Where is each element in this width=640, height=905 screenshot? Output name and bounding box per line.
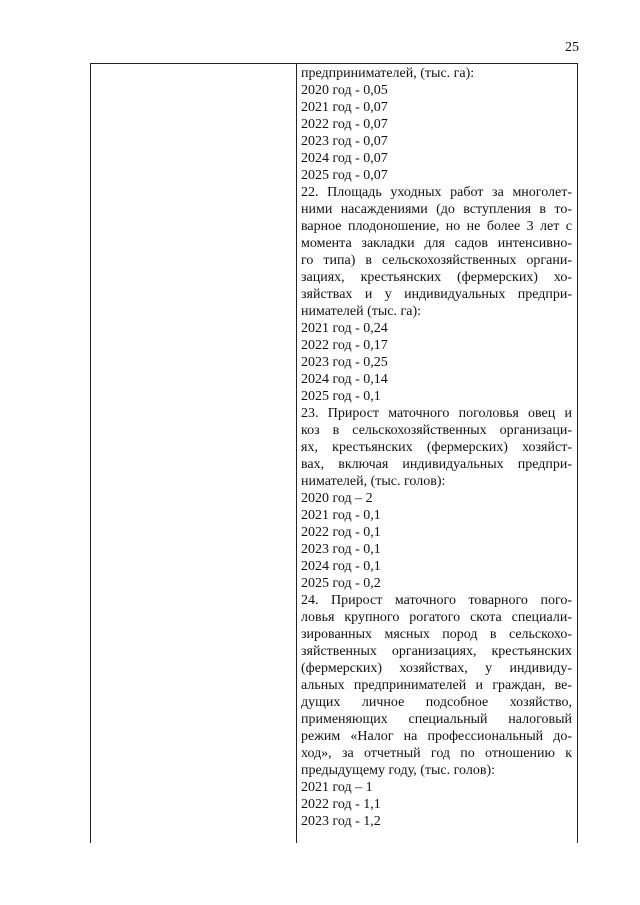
year-value-line: 2020 год - 0,05	[301, 83, 388, 98]
year-value-line: 2023 год - 0,1	[301, 542, 381, 557]
indicator-text-line: режим «Налог на профессиональный до-	[301, 729, 572, 744]
indicator-22-text	[301, 184, 572, 320]
indicator-text-line: предпринимателей, (тыс. га):	[301, 66, 475, 81]
indicator-text-line: ними насаждениями (до вступления в то-	[301, 202, 572, 217]
indicator-text-line: зяйствах и у индивидуальных предпри-	[301, 287, 572, 302]
indicator-text-line: вах, включая индивидуальных предпри-	[301, 457, 572, 472]
indicator-text-line: го типа) в сельскохозяйственных органи-	[301, 253, 572, 268]
year-value-line: 2025 год - 0,07	[301, 168, 388, 183]
indicator-text-line: 22. Площадь уходных работ за многолет-	[301, 185, 572, 200]
indicator-text-line: коз в сельскохозяйственных организаци-	[301, 423, 572, 438]
year-value-line: 2021 год - 0,07	[301, 100, 388, 115]
program-indicators-table	[90, 63, 578, 843]
indicator-text-line: дущих личное подсобное хозяйство,	[301, 695, 572, 710]
indicator-text-line: предыдущему году, (тыс. голов):	[301, 763, 495, 778]
year-value-line: 2023 год - 0,07	[301, 134, 388, 149]
indicator-text-line: нимателей, (тыс. голов):	[301, 474, 446, 489]
year-value-line: 2024 год - 0,1	[301, 559, 381, 574]
year-value-line: 2024 год - 0,07	[301, 151, 388, 166]
year-value-line: 2025 год - 0,2	[301, 576, 381, 591]
indicator-text-line: ях, крестьянских (фермерских) хозяйст-	[301, 440, 572, 455]
indicator-text-line: нимателей (тыс. га):	[301, 304, 422, 319]
indicator-23-values	[301, 490, 572, 592]
year-value-line: 2021 год - 0,24	[301, 321, 388, 336]
year-value-line: 2023 год - 0,25	[301, 355, 388, 370]
indicator-23-text	[301, 405, 572, 490]
indicator-text-line: (фермерских) хозяйствах, у индивиду-	[301, 661, 572, 676]
indicator-text-line: момента закладки для садов интенсивно-	[301, 236, 572, 251]
previous-indicator-tail	[301, 65, 572, 184]
indicator-text-line: ловья крупного рогатого скота специали-	[301, 610, 572, 625]
page-number: 25	[565, 40, 579, 55]
year-value-line: 2023 год - 1,2	[301, 814, 381, 829]
indicator-22-values	[301, 320, 572, 405]
indicator-text-line: применяющих специальный налоговый	[301, 712, 572, 727]
indicator-24-text	[301, 592, 572, 779]
indicator-text-line: зированных мясных пород в сельскохо-	[301, 627, 572, 642]
year-value-line: 2025 год - 0,1	[301, 389, 381, 404]
year-value-line: 2021 год – 1	[301, 780, 373, 795]
year-value-line: 2022 год - 1,1	[301, 797, 381, 812]
left-column-empty-cell	[91, 64, 297, 843]
year-value-line: 2022 год - 0,07	[301, 117, 388, 132]
year-value-line: 2020 год – 2	[301, 491, 373, 506]
indicator-24-values	[301, 779, 572, 830]
indicator-text-line: ход», за отчетный год по отношению к	[301, 746, 572, 761]
year-value-line: 2021 год - 0,1	[301, 508, 381, 523]
indicator-text-line: 23. Прирост маточного поголовья овец и	[301, 406, 572, 421]
indicator-text-line: варное плодоношение, но не более 3 лет с	[301, 219, 572, 234]
indicator-text-line: зяйственных организациях, крестьянских	[301, 644, 572, 659]
year-value-line: 2022 год - 0,17	[301, 338, 388, 353]
year-value-line: 2022 год - 0,1	[301, 525, 381, 540]
indicator-text-line: альных предпринимателей и граждан, ве-	[301, 678, 572, 693]
indicator-text-line: 24. Прирост маточного товарного пого-	[301, 593, 572, 608]
year-value-line: 2024 год - 0,14	[301, 372, 388, 387]
indicators-cell	[297, 64, 577, 843]
indicator-text-line: зациях, крестьянских (фермерских) хо-	[301, 270, 572, 285]
